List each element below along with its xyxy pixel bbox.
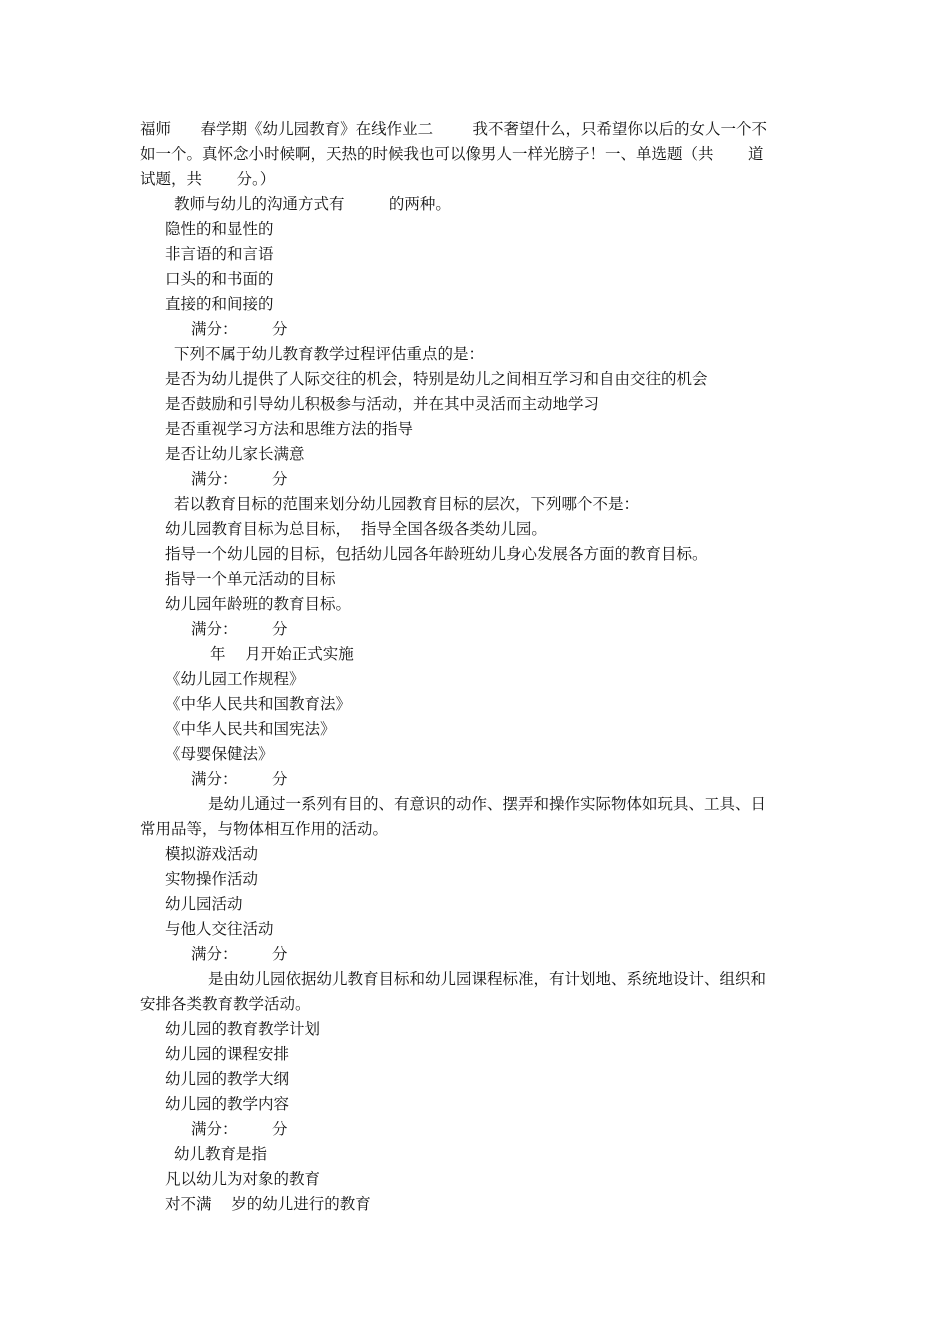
header-line-1: 福师 春学期《幼儿园教育》在线作业二 我不奢望什么，只希望你以后的女人一个不 bbox=[140, 120, 767, 138]
question-4-option-a: 《幼儿园工作规程》 bbox=[165, 670, 305, 688]
question-1-score: 满分： 分 bbox=[191, 320, 288, 338]
question-4-option-d: 《母婴保健法》 bbox=[165, 745, 274, 763]
question-1-option-d: 直接的和间接的 bbox=[165, 295, 274, 313]
question-1-stem: 教师与幼儿的沟通方式有 的两种。 bbox=[174, 195, 451, 213]
question-7-option-b: 对不满 岁的幼儿进行的教育 bbox=[165, 1195, 371, 1213]
question-5-option-b: 实物操作活动 bbox=[165, 870, 259, 888]
question-5-option-d: 与他人交往活动 bbox=[165, 920, 274, 938]
question-4-option-b: 《中华人民共和国教育法》 bbox=[165, 695, 352, 713]
question-2-stem: 下列不属于幼儿教育教学过程评估重点的是： bbox=[174, 345, 485, 363]
question-1-option-c: 口头的和书面的 bbox=[165, 270, 274, 288]
question-2-option-d: 是否让幼儿家长满意 bbox=[165, 445, 305, 463]
question-6-option-d: 幼儿园的教学内容 bbox=[165, 1095, 290, 1113]
question-6-option-c: 幼儿园的教学大纲 bbox=[165, 1070, 290, 1088]
question-3-option-a: 幼儿园教育目标为总目标， 指导全国各级各类幼儿园。 bbox=[165, 520, 547, 538]
question-2-option-c: 是否重视学习方法和思维方法的指导 bbox=[165, 420, 414, 438]
question-6-option-b: 幼儿园的课程安排 bbox=[165, 1045, 290, 1063]
question-3-option-d: 幼儿园年龄班的教育目标。 bbox=[165, 595, 352, 613]
question-2-option-b: 是否鼓励和引导幼儿积极参与活动，并在其中灵活而主动地学习 bbox=[165, 395, 600, 413]
question-3-stem: 若以教育目标的范围来划分幼儿园教育目标的层次，下列哪个不是： bbox=[174, 495, 640, 513]
question-4-score: 满分： 分 bbox=[191, 770, 288, 788]
question-3-score: 满分： 分 bbox=[191, 620, 288, 638]
question-3-option-b: 指导一个幼儿园的目标，包括幼儿园各年龄班幼儿身心发展各方面的教育目标。 bbox=[165, 545, 708, 563]
question-5-option-c: 幼儿园活动 bbox=[165, 895, 243, 913]
question-3-option-c: 指导一个单元活动的目标 bbox=[165, 570, 336, 588]
header-line-2: 如一个。真怀念小时候啊，天热的时候我也可以像男人一样光膀子！一、单选题（共 道 bbox=[140, 145, 764, 163]
question-5-score: 满分： 分 bbox=[191, 945, 288, 963]
question-4-stem: 年 月开始正式实施 bbox=[210, 645, 354, 663]
question-7-stem: 幼儿教育是指 bbox=[174, 1145, 268, 1163]
question-5-stem: 是幼儿通过一系列有目的、有意识的动作、摆弄和操作实际物体如玩具、工具、日 bbox=[208, 795, 767, 813]
question-1-option-a: 隐性的和显性的 bbox=[165, 220, 274, 238]
question-7-option-a: 凡以幼儿为对象的教育 bbox=[165, 1170, 321, 1188]
question-4-option-c: 《中华人民共和国宪法》 bbox=[165, 720, 336, 738]
question-2-option-a: 是否为幼儿提供了人际交往的机会，特别是幼儿之间相互学习和自由交往的机会 bbox=[165, 370, 708, 388]
question-5-stem-continued: 常用品等，与物体相互作用的活动。 bbox=[140, 820, 389, 838]
question-2-score: 满分： 分 bbox=[191, 470, 288, 488]
question-6-score: 满分： 分 bbox=[191, 1120, 288, 1138]
question-5-option-a: 模拟游戏活动 bbox=[165, 845, 259, 863]
question-6-option-a: 幼儿园的教育教学计划 bbox=[165, 1020, 321, 1038]
question-6-stem-continued: 安排各类教育教学活动。 bbox=[140, 995, 311, 1013]
header-line-3: 试题，共 分。） bbox=[140, 170, 276, 188]
question-1-option-b: 非言语的和言语 bbox=[165, 245, 274, 263]
question-6-stem: 是由幼儿园依据幼儿教育目标和幼儿园课程标准，有计划地、系统地设计、组织和 bbox=[208, 970, 767, 988]
